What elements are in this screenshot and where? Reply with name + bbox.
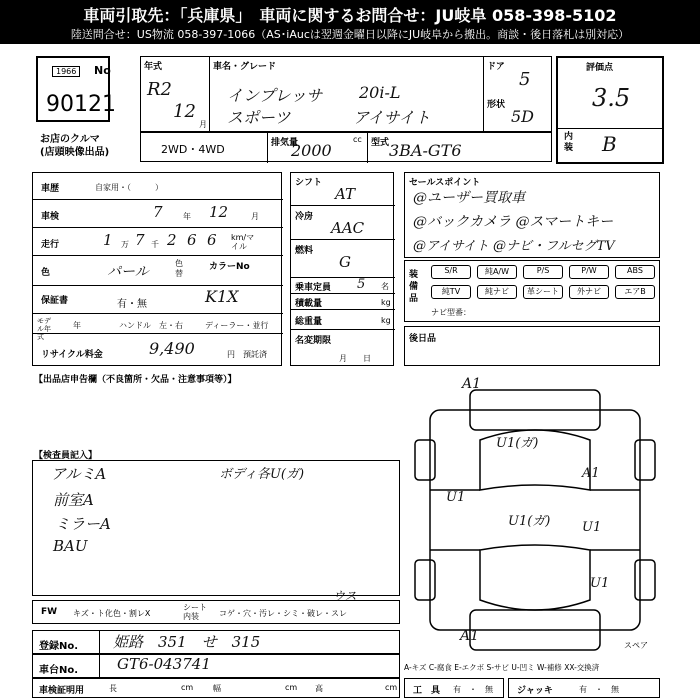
diag-right2: A1 (582, 466, 600, 481)
warranty-value: 有・無 (117, 299, 147, 310)
fw-items: キズ・ト化色・割レX (73, 609, 151, 618)
fw-row (32, 589, 400, 624)
mileage-d5: 6 (207, 231, 217, 249)
equip-tv: 純TV (431, 285, 471, 299)
color-no-label: カラーNo (209, 262, 250, 272)
handle-value: ハンドル 左・右 (119, 321, 183, 330)
recycle-label: リサイクル料金 (41, 350, 103, 360)
name-label: 車名・グレード (213, 62, 277, 72)
diag-right: U1 (582, 520, 602, 535)
score-label: 評価点 (586, 63, 614, 73)
capacity-value: 5 (357, 277, 366, 292)
model-value: 3BA-GT6 (389, 141, 462, 160)
score-value: 3.5 (592, 84, 631, 112)
interior-value: B (602, 132, 617, 156)
displacement-label: 排気量 (271, 138, 299, 148)
note-4: BAU (53, 537, 88, 555)
navi-label: ナビ型番： (431, 308, 471, 317)
shop-label: お店のクルマ (40, 134, 100, 145)
body-note: ボディ各U(ガ) (219, 467, 305, 482)
name-line1: インプレッサ (227, 86, 323, 105)
inspection-month: 12 (209, 203, 229, 221)
rear-items-box (404, 326, 660, 366)
history-label: 車歴 (41, 184, 60, 194)
capacity-unit: 名 (381, 282, 389, 291)
year-value: R2 (147, 79, 173, 100)
header-line1: 車両引取先：「兵庫県」 車両に関するお問合せ：JU岐阜 058-398-5102 (83, 6, 617, 25)
displacement-value: 2000 (291, 141, 332, 160)
reg-row (32, 630, 400, 654)
mileage-sen: 千 (151, 240, 159, 249)
equip-leather: 革シート (523, 285, 563, 299)
equip-airbag: エアB (615, 285, 655, 299)
shop-sub: (店頭映像出品) (40, 147, 110, 158)
name-line2b: アイサイト (353, 108, 431, 127)
equip-aw: 純A/W (477, 265, 517, 279)
inspector-title: 【検査員記入】 (34, 451, 98, 461)
ac-value: AAC (331, 219, 365, 237)
diag-rear: A1 (460, 628, 480, 644)
note-2: 前室A (53, 491, 94, 509)
diag-front: A1 (462, 376, 482, 392)
cert-width-unit: cm (285, 683, 298, 692)
history-value: 自家用・（ ） (95, 183, 163, 192)
equip-pw: P/W (569, 265, 609, 279)
fuel-value: G (339, 253, 351, 271)
lot-number: 90121 (46, 92, 116, 117)
name-change-unit: 月 日 (339, 354, 371, 363)
model-label: 型式 (371, 138, 390, 148)
diag-rear-right: U1 (590, 576, 610, 591)
model-year: 年 (73, 321, 81, 330)
ac-label: 冷房 (295, 212, 314, 222)
diag-hood: U1(ガ) (508, 514, 551, 529)
name-line2: スポーツ (227, 108, 291, 127)
load-unit: kg (381, 298, 391, 307)
rear-items-label: 後日品 (409, 334, 437, 344)
name-line1b: 20i-L (359, 83, 401, 102)
cert-height-unit: cm (385, 683, 398, 692)
equip-abs: ABS (615, 265, 655, 279)
fw-label: FW (41, 607, 58, 617)
mileage-d3: 2 (167, 231, 177, 249)
shape-label: 形状 (487, 100, 506, 110)
drive-value: 2WD・4WD (161, 143, 225, 156)
mileage-label: 走行 (41, 240, 60, 250)
doors-label: ドア (487, 62, 505, 72)
jack-value: 有 ・ 無 (579, 685, 619, 694)
diag-roof: U1(ガ) (496, 436, 539, 451)
vehicle-box (140, 56, 552, 132)
inspection-label: 車検 (41, 212, 60, 222)
selling-point-2: @バックカメラ @スマートキー (413, 214, 614, 230)
equipment-label: 装備品 (409, 270, 419, 304)
no-label: No (94, 64, 111, 77)
reg-label: 登録No. (39, 641, 79, 652)
year-label: 年式 (144, 62, 163, 72)
dealer-value: ディーラー・並行 (205, 321, 269, 330)
drive-box (140, 132, 552, 162)
month-value: 12 (173, 101, 196, 122)
cert-long-unit: cm (181, 683, 194, 692)
mileage-d4: 6 (187, 231, 197, 249)
interior-label: 内装 (564, 132, 574, 153)
diag-spare: スペア (624, 641, 648, 650)
name-change-label: 名変期限 (295, 336, 332, 346)
warranty-label: 保証書 (41, 296, 69, 306)
jack-label: ジャッキ (517, 686, 553, 696)
total-unit: kg (381, 316, 391, 325)
equip-ps: P/S (523, 265, 563, 279)
note-3: ミラーA (55, 515, 111, 533)
details-box (32, 172, 282, 366)
chassis-label: 車台No. (39, 665, 79, 676)
color-value: パール (107, 264, 149, 280)
jack-box (508, 678, 660, 698)
chassis-row (32, 654, 400, 678)
cc-unit: cc (353, 135, 362, 144)
equip-sr: S/R (431, 265, 471, 279)
total-label: 総重量 (295, 317, 323, 327)
load-label: 積載量 (295, 299, 323, 309)
cert-row (32, 678, 400, 698)
fw-scrawl: ウス (333, 589, 357, 603)
color-label: 色 (41, 268, 51, 278)
capacity-label: 乗車定員 (295, 283, 332, 293)
mileage-d2: 7 (135, 231, 145, 249)
inspection-year-unit: 年 (183, 212, 191, 221)
model-year-label: モデル年式 (37, 317, 51, 341)
lot-number-box (36, 56, 116, 122)
year-stamp: 1966 (52, 66, 80, 77)
tools-label: 工 具 (413, 686, 441, 696)
grade-box (556, 56, 664, 164)
fuel-label: 燃料 (295, 246, 314, 256)
recycle-value: 9,490 (149, 339, 195, 358)
mileage-d1: 1 (103, 231, 113, 249)
month-unit: 月 (199, 120, 207, 129)
cert-long: 長 (109, 684, 117, 693)
doors-value: 5 (519, 69, 531, 90)
mileage-man: 万 (121, 240, 129, 249)
equipment-box (404, 260, 660, 322)
selling-points-box (404, 172, 660, 258)
cert-height: 高 (315, 684, 323, 693)
recycle-unit: 円 預託済 (227, 350, 267, 359)
shift-value: AT (335, 185, 356, 203)
note-1: アルミA (51, 465, 107, 483)
diag-left: U1 (446, 490, 466, 505)
reg-value: 姫路 351 せ 315 (113, 633, 261, 651)
equip-navi: 純ナビ (477, 285, 517, 299)
tools-box (404, 678, 504, 698)
color-change: 色替 (175, 259, 183, 278)
mileage-unit: km/マイル (231, 233, 255, 251)
equip-ext-navi: 外ナビ (569, 285, 609, 299)
report-title: 【出品店申告欄（不良箇所・欠品・注意事項等）】 (34, 375, 237, 385)
inspection-month-unit: 月 (251, 212, 259, 221)
selling-point-3: @アイサイト @ナビ・フルセグTV (413, 239, 615, 254)
header-bar (0, 0, 700, 44)
shape-value: 5D (511, 107, 535, 126)
selling-point-1: @ユーザー買取車 (413, 190, 525, 206)
header-line2: 陸送問合せ：US物流 058-397-1066（AS･iAucは翌週金曜日以降にJU岐阜から搬出。商談・後日落札は別対応） (70, 28, 630, 41)
cert-width: 幅 (213, 684, 221, 693)
seat-items: コゲ・穴・汚レ・シミ・破レ・スレ (219, 609, 347, 618)
diag-legend: A-キズ C-腐食 E-エクボ S-サビ U-凹ミ W-補修 XX-交換済 (404, 663, 600, 672)
inspection-year: 7 (153, 203, 163, 221)
color-no-value: K1X (205, 287, 239, 306)
tools-value: 有 ・ 無 (453, 685, 493, 694)
inspector-box (32, 460, 400, 596)
shift-label: シフト (295, 178, 323, 188)
chassis-value: GT6-043741 (117, 655, 211, 673)
seat-label: シート内装 (183, 603, 207, 621)
cert-label: 車検証明用 (39, 686, 85, 696)
selling-points-label: セールスポイント (409, 178, 481, 188)
specs-box (290, 172, 394, 366)
